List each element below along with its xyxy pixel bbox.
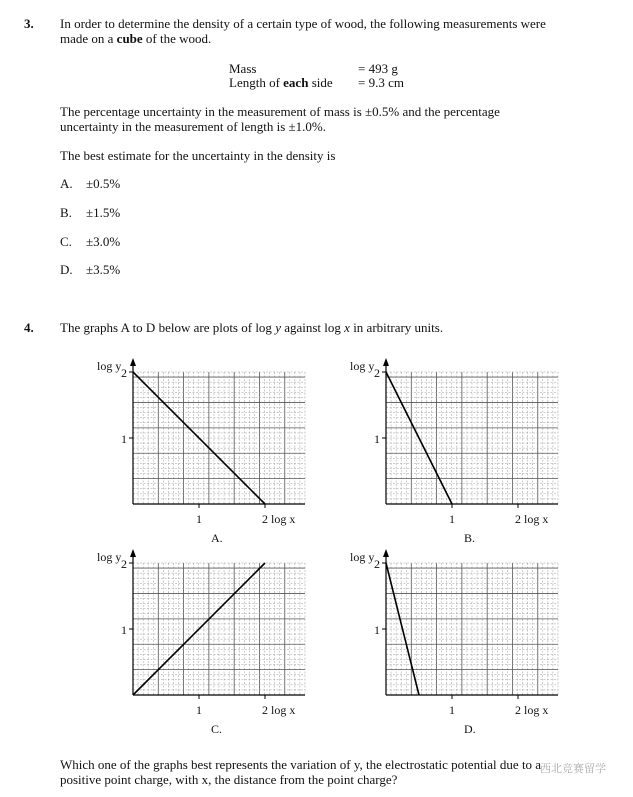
- q3-intro-line2: made on a cube of the wood.: [60, 31, 212, 46]
- q3-uncert-line2: uncertainty in the measurement of length is ±1.0%.: [60, 119, 326, 134]
- q3-number: 3.: [24, 16, 34, 31]
- mass-value: = 493 g: [358, 61, 398, 76]
- q4-number: 4.: [24, 320, 34, 335]
- y-tick-label-2: 2: [374, 366, 380, 380]
- length-label: Length of each side: [229, 75, 333, 90]
- q3-option-a[interactable]: A. ±0.5%: [60, 176, 121, 191]
- y-tick-label-1: 1: [121, 432, 127, 446]
- graph-b-grid: [386, 372, 558, 504]
- x-tick-label-1: 1: [449, 512, 455, 526]
- q4-question-line1: Which one of the graphs best represents the variation of y, the electrostatic potential due to a: [60, 757, 542, 772]
- graph-c-grid: [133, 563, 305, 695]
- graph-label: A.: [211, 531, 223, 545]
- graph-label: D.: [464, 722, 476, 736]
- y-tick-label-2: 2: [121, 366, 127, 380]
- y-tick-label-2: 2: [374, 557, 380, 571]
- y-axis-label: log y: [350, 550, 375, 564]
- y-axis-label: log y: [97, 359, 122, 373]
- q3-question: The best estimate for the uncertainty in the density is: [60, 148, 336, 163]
- x-axis-label: 2 log x: [515, 512, 549, 526]
- watermark: 西北竞赛留学: [540, 763, 606, 775]
- graph-b-svg: [348, 352, 578, 547]
- y-tick-label-2: 2: [121, 557, 127, 571]
- graph-d-grid: [386, 563, 558, 695]
- mass-label: Mass: [229, 61, 257, 76]
- graph-d-svg: [348, 543, 578, 738]
- graph-a: [95, 352, 325, 551]
- graph-label: B.: [464, 531, 476, 545]
- x-tick-label-1: 1: [196, 512, 202, 526]
- graph-c: [95, 543, 325, 742]
- y-axis-arrow-icon: [130, 358, 136, 366]
- x-axis-label: 2 log x: [515, 703, 549, 717]
- length-value: = 9.3 cm: [358, 75, 404, 90]
- y-tick-label-1: 1: [374, 432, 380, 446]
- y-axis-arrow-icon: [383, 358, 389, 366]
- q3-option-c[interactable]: C. ±3.0%: [60, 234, 121, 249]
- y-axis-arrow-icon: [130, 549, 136, 557]
- graph-a-svg: [95, 352, 325, 547]
- x-tick-label-1: 1: [449, 703, 455, 717]
- x-axis-label: 2 log x: [262, 703, 296, 717]
- graph-b: [348, 352, 578, 551]
- q3-option-b[interactable]: B. ±1.5%: [60, 205, 121, 220]
- y-tick-label-1: 1: [374, 623, 380, 637]
- y-axis-label: log y: [97, 550, 122, 564]
- x-axis-label: 2 log x: [262, 512, 296, 526]
- q4-question-line2: positive point charge, with x, the distance from the point charge?: [60, 772, 398, 787]
- q3-intro-line1: In order to determine the density of a certain type of wood, the following measurements were: [60, 16, 546, 31]
- graph-d: [348, 543, 578, 742]
- graph-label: C.: [211, 722, 223, 736]
- q3-option-d[interactable]: D. ±3.5%: [60, 262, 121, 277]
- q3-uncert-line1: The percentage uncertainty in the measurement of mass is ±0.5% and the percentage: [60, 104, 500, 119]
- y-axis-arrow-icon: [383, 549, 389, 557]
- x-tick-label-1: 1: [196, 703, 202, 717]
- y-axis-label: log y: [350, 359, 375, 373]
- graph-a-grid: [133, 372, 305, 504]
- graph-c-svg: [95, 543, 325, 738]
- y-tick-label-1: 1: [121, 623, 127, 637]
- q4-intro: The graphs A to D below are plots of log y against log x in arbitrary units.: [60, 320, 444, 335]
